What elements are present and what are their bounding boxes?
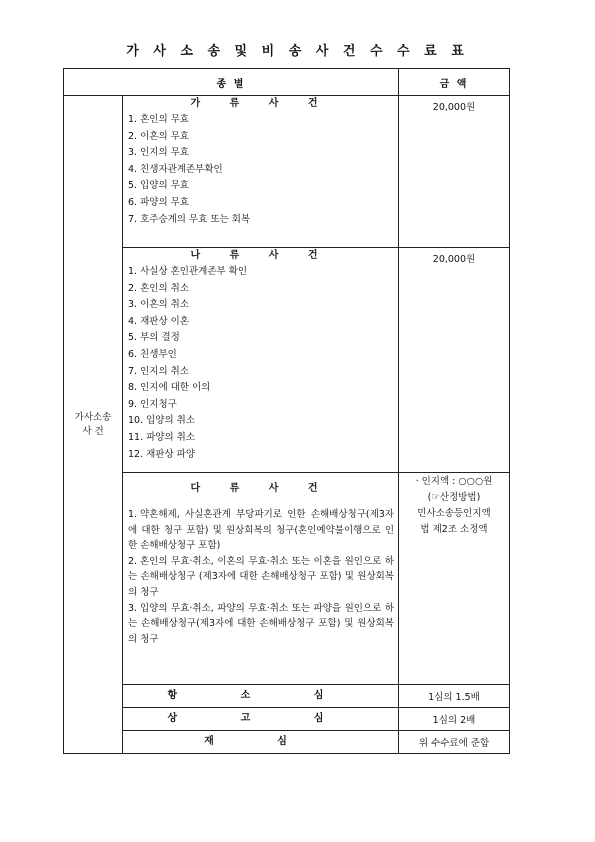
list-item: 1. 혼인의 무효 (128, 114, 189, 125)
category-cell (64, 96, 123, 754)
list-item-text: 입양의 무효·취소, 파양의 무효·취소 또는 파양을 원인으로 하는 손해배상청구(제3자에 대한 손해배상청구 포함) 및 원상회복의 청구 (128, 602, 394, 645)
da-amount-line: (☞산정방법) (427, 492, 481, 503)
list-item: 2. 이혼의 무효 (128, 130, 189, 142)
list-item: 6. 파양의 무효 (128, 196, 189, 208)
document-title: 가 사 소 송 및 비 송 사 건 수 수 료 표 (126, 44, 469, 59)
appeal-name-cell: 재 심 (123, 731, 399, 754)
list-item-text: 혼인의 무효·취소, 이혼의 무효·취소 또는 이혼을 원인으로 하는 손해배상청구 (제3자에 대한 손해배상청구 포함) 및 원상회복의 청구 (128, 555, 394, 598)
list-item-number: 3. (128, 602, 138, 614)
da-amount-line: 법 제2조 소정액 (420, 524, 488, 535)
ga-section-cell (123, 96, 399, 248)
column-header-amount: 금 액 (399, 69, 510, 96)
column-header-type: 종 별 (64, 69, 399, 96)
list-item (123, 507, 398, 554)
da-section-row (64, 473, 510, 685)
list-item-number: 1. (128, 509, 138, 520)
appeal-amount-cell: 1심의 1.5배 (399, 685, 510, 708)
list-item: 7. 인지의 취소 (128, 365, 189, 377)
da-section-cell (123, 473, 399, 685)
list-item: 12. 재판상 파양 (128, 448, 196, 460)
fee-table (63, 68, 510, 754)
appeal-amount-cell: 위 수수료에 준함 (399, 731, 510, 754)
list-item-text: 약혼해제, 사실혼관계 부당파기로 인한 손해배상청구(제3자에 대한 청구 포함) 및 원상회복의 청구(혼인예약불이행으로 인한 손해배상청구 포함) (128, 509, 394, 552)
na-section-row (64, 248, 510, 473)
list-item: 3. 이혼의 취소 (128, 299, 189, 311)
na-section-cell (123, 248, 399, 473)
list-item: 11. 파양의 취소 (128, 431, 196, 443)
da-section-heading: 다 류 사 건 (190, 483, 331, 494)
list-item: 2. 혼인의 취소 (128, 282, 189, 294)
ga-section-heading: 가 류 사 건 (190, 98, 331, 109)
appeal-row (64, 708, 510, 731)
da-amount-cell (399, 473, 510, 685)
list-item (123, 601, 398, 648)
appeal-name-cell: 항 소 심 (123, 685, 399, 708)
list-item: 3. 인지의 무효 (128, 147, 189, 159)
list-item: 10. 입양의 취소 (128, 415, 196, 427)
appeal-amount-cell: 1심의 2배 (399, 708, 510, 731)
ga-amount: 20,000원 (399, 96, 510, 248)
list-item (123, 554, 398, 601)
appeal-name-cell: 상 고 심 (123, 708, 399, 731)
list-item: 6. 친생부인 (128, 348, 177, 360)
da-amount-line: 민사소송등인지액 (417, 508, 491, 519)
da-amount-line: · 인지액 : ○○○원 (415, 476, 493, 487)
list-item: 4. 친생자관계존부확인 (128, 163, 223, 175)
na-amount: 20,000원 (399, 248, 510, 473)
table-header-row (64, 69, 510, 96)
list-item: 1. 사실상 혼인관계존부 확인 (128, 266, 248, 277)
list-item: 7. 호주승계의 무효 또는 회복 (128, 213, 251, 225)
category-label-line1: 가사소송 (74, 411, 112, 423)
list-item: 5. 입양의 무효 (128, 180, 189, 192)
category-label-line2: 사 건 (82, 425, 104, 437)
appeal-row (64, 685, 510, 708)
appeal-row (64, 731, 510, 754)
list-item: 4. 재판상 이혼 (128, 315, 189, 327)
list-item-number: 2. (128, 555, 138, 567)
na-item-list (123, 264, 398, 463)
list-item: 9. 인지청구 (128, 398, 177, 410)
ga-section-row (64, 96, 510, 248)
ga-item-list (123, 112, 398, 228)
na-section-heading: 나 류 사 건 (190, 250, 331, 261)
list-item: 5. 부의 결정 (128, 332, 180, 344)
list-item: 8. 인지에 대한 이의 (128, 382, 211, 394)
